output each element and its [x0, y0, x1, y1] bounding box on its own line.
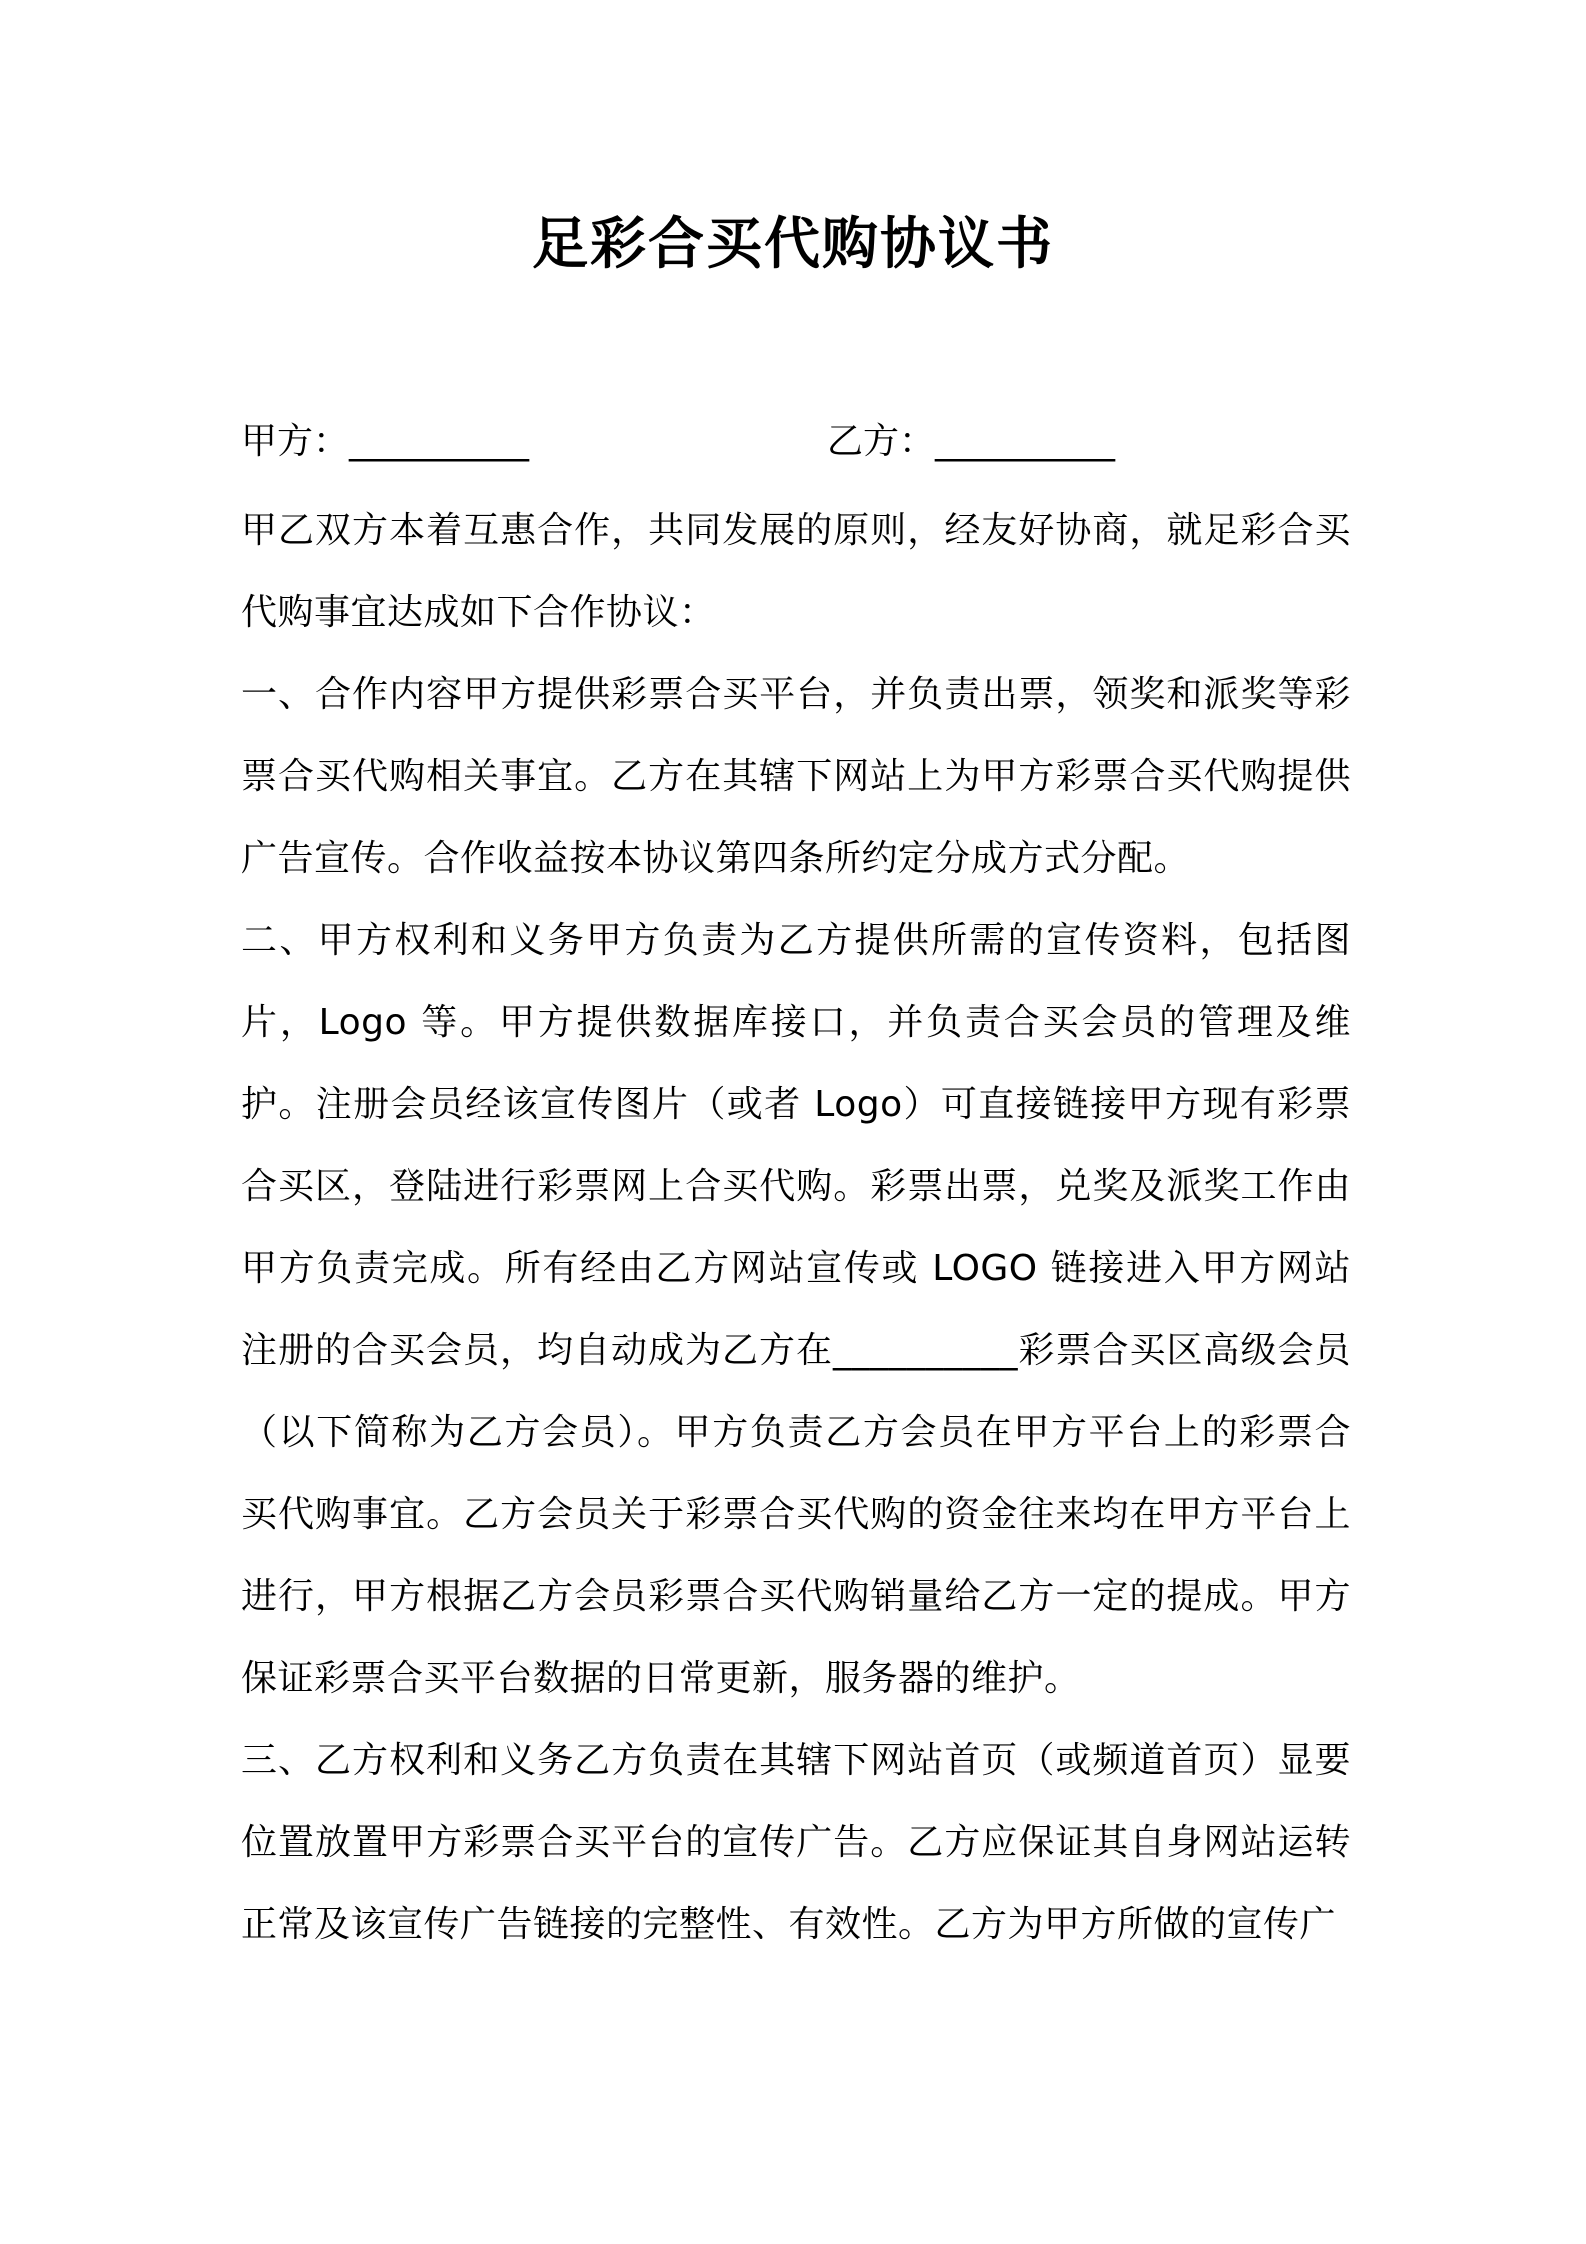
document-body	[241, 490, 1351, 1966]
clause-3-paragraph: 三、乙方权利和义务乙方负责在其辖下网站首页（或频道首页）显要位置放置甲方彩票合买平台的宣传广告。乙方应保证其自身网站运转正常及该宣传广告链接的完整性、有效性。乙方为甲方所做的宣传广	[241, 1740, 1351, 1945]
party-a-field: 甲方：__________	[241, 421, 530, 462]
party-b-field: 乙方：__________	[827, 421, 1116, 462]
parties-line	[241, 412, 1391, 472]
intro-paragraph: 甲乙双方本着互惠合作，共同发展的原则，经友好协商，就足彩合买代购事宜达成如下合作协议：	[241, 510, 1351, 633]
clause-1-paragraph: 一、合作内容甲方提供彩票合买平台，并负责出票，领奖和派奖等彩票合买代购相关事宜。乙方在其辖下网站上为甲方彩票合买代购提供广告宣传。合作收益按本协议第四条所约定分成方式分配。	[241, 674, 1351, 879]
document-title: 足彩合买代购协议书	[532, 212, 1054, 277]
clause-2-paragraph: 二、甲方权利和义务甲方负责为乙方提供所需的宣传资料，包括图片，Logo 等。甲方提供数据库接口，并负责合买会员的管理及维护。注册会员经该宣传图片（或者 Logo）可直接链接甲方现有彩票合买区，登陆进行彩票网上合买代购。彩票出票，兑奖及派奖工作由甲方负责完成。所有经由乙方网站宣传或 LOGO 链接进入甲方网站注册的合买会员，均自动成为乙方在__________彩票合买区高级会员（以下简称为乙方会员）。甲方负责乙方会员在甲方平台上的彩票合买代购事宜。乙方会员关于彩票合买代购的资金往来均在甲方平台上进行，甲方根据乙方会员彩票合买代购销量给乙方一定的提成。甲方保证彩票合买平台数据的日常更新，服务器的维护。	[241, 920, 1351, 1699]
